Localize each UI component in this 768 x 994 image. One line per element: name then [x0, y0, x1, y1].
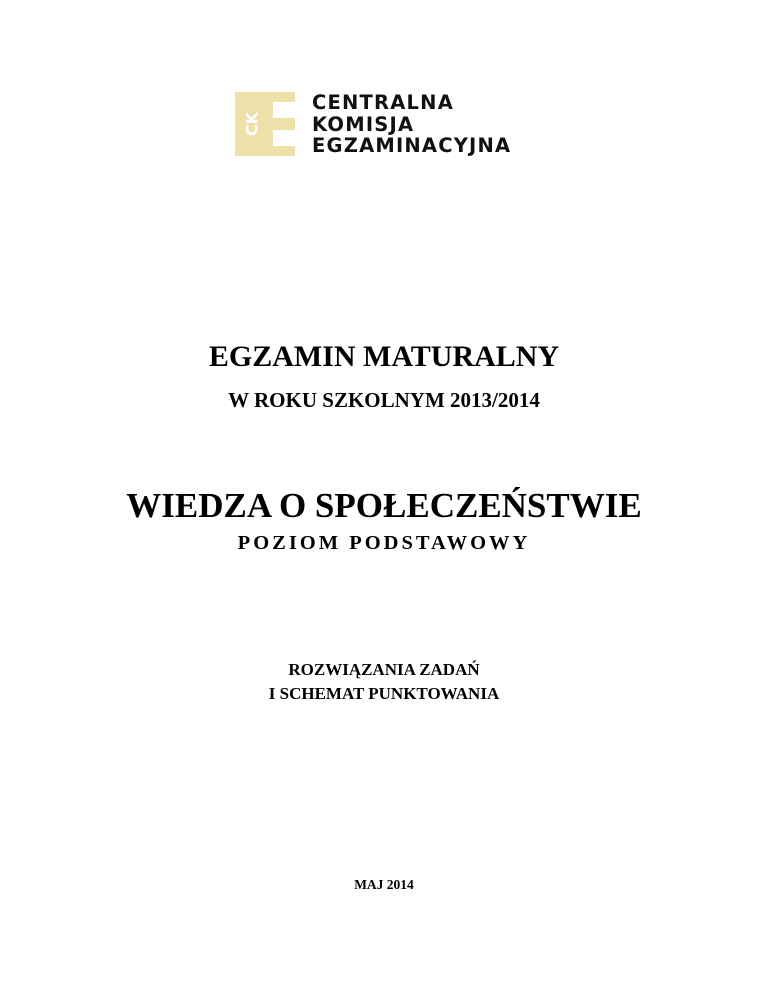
exam-date: MAJ 2014	[354, 877, 414, 892]
exam-title: EGZAMIN MATURALNY	[208, 340, 560, 373]
logo-line-3: EGZAMINACYJNA	[312, 134, 512, 157]
cke-logo-mark-icon	[235, 92, 295, 156]
subject-level: POZIOM PODSTAWOWY	[237, 532, 531, 554]
solutions-heading-line-1: ROZWIĄZANIA ZADAŃ	[288, 660, 480, 679]
cke-logo	[235, 92, 575, 160]
logo-line-2: KOMISJA	[312, 112, 415, 136]
logo-line-1: CENTRALNA	[312, 91, 454, 114]
exam-year: W ROKU SZKOLNYM 2013/2014	[228, 388, 540, 412]
subject-title: WIEDZA O SPOŁECZEŃSTWIE	[126, 486, 642, 525]
solutions-heading-line-2: I SCHEMAT PUNKTOWANIA	[268, 684, 500, 703]
logo-wordmark	[312, 92, 511, 157]
logo-mark-letters: CK	[242, 111, 262, 137]
